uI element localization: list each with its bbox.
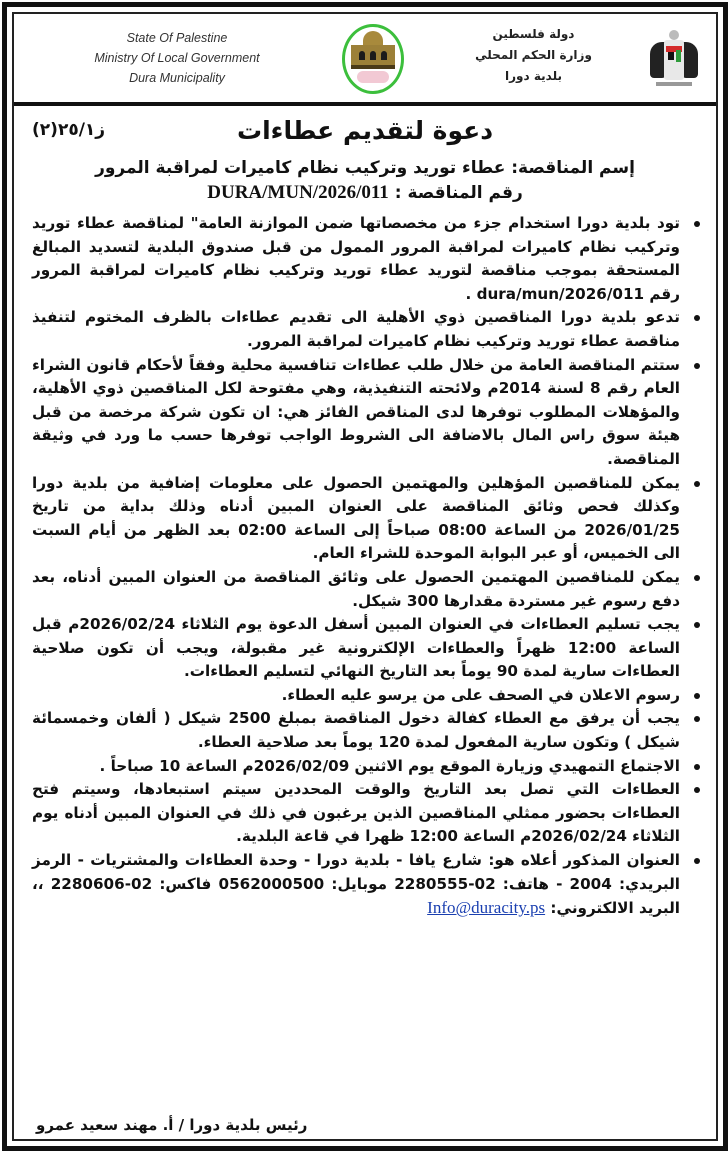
list-item: يجب تسليم العطاءات في العنوان المبين أسفل الدعوة يوم الثلاثاء 2026/02/24م قبل الساعة 12:00 ظهراً والعطاءات الإلكترونية غير مقبولة، ويجب أن تكون صلاحية العطاءات سارية لمدة 90 يوماً بعد التاريخ النهائي لتسليم العطاءات. bbox=[32, 613, 702, 684]
list-item: يمكن للمناقصين المهتمين الحصول على وثائق المناقصة من العنوان المبين أدناه، بعد دفع رسوم غير مستردة مقدارها 300 شيكل. bbox=[32, 566, 702, 613]
bullet-icon bbox=[694, 858, 700, 864]
address-item bbox=[32, 849, 702, 921]
list-item: ستتم المناقصة العامة من خلال طلب عطاءات تنافسية محلية وفقاً لأحكام قانون الشراء العام رقم 8 لسنة 2014م ولائحته التنفيذية، وهي مفتوحة لكل المناقصين ذوي الأهلية، والمؤهلات المطلوب توفرها لدى المناقص الفائز هي: ان تكون شركة مرخصة من قبل هيئة سوق راس المال بالاضافة الى الشروط الواجب توفرها حسب ما ورد في وثيقة المناقصة. bbox=[32, 354, 702, 472]
list-item: يجب أن يرفق مع العطاء كفالة دخول المناقصة بمبلغ 2500 شيكل ( ألفان وخمسمائة شيكل ) وتكون سارية المفعول لمدة 120 يوماً بعد صلاحية العطاء. bbox=[32, 707, 702, 754]
dura-municipality-logo-icon bbox=[342, 24, 404, 94]
email-link[interactable]: Info@duracity.ps bbox=[427, 898, 546, 918]
english-line-municipality: Dura Municipality bbox=[129, 71, 225, 85]
tender-name: إسم المناقصة: عطاء توريد وتركيب نظام كاميرات لمراقبة المرور bbox=[95, 158, 635, 178]
bullet-icon bbox=[694, 575, 700, 581]
bullet-icon bbox=[694, 787, 700, 793]
document-inner-frame bbox=[12, 12, 718, 1141]
list-item: تدعو بلدية دورا المناقصين ذوي الأهلية الى تقديم عطاءات بالظرف المختوم لتنفيذ مناقصة عطاء توريد وتركيب نظام كاميرات لمراقبة المرور. bbox=[32, 306, 702, 353]
page-title: دعوة لتقديم عطاءات bbox=[236, 116, 494, 145]
bullet-icon bbox=[694, 481, 700, 487]
reference-code: ز٢٥/١(٢) bbox=[32, 120, 106, 140]
english-line-state: State Of Palestine bbox=[126, 31, 228, 45]
document-outer-frame bbox=[2, 2, 728, 1151]
english-line-ministry: Ministry Of Local Government bbox=[94, 51, 260, 65]
bullet-icon bbox=[694, 221, 700, 227]
terms-list bbox=[14, 212, 716, 921]
arabic-line-state: دولة فلسطين bbox=[492, 27, 575, 41]
list-item: تود بلدية دورا استخدام جزء من مخصصاتها ضمن الموازنة العامة" لمناقصة عطاء توريد وتركيب نظام كاميرات لمراقبة المرور الممول من قبل صندوق البلدية لتسديد المبالغ المستحقة بموجب مناقصة لتوريد عطاء توريد وتركيب نظام كاميرات لمراقبة المرور رقم dura/mun/2026/011 . bbox=[32, 212, 702, 306]
bullet-icon bbox=[694, 622, 700, 628]
bullet-icon bbox=[694, 693, 700, 699]
list-item: رسوم الاعلان في الصحف على من يرسو عليه العطاء. bbox=[32, 684, 702, 708]
letterhead-english bbox=[42, 28, 312, 88]
bullet-icon bbox=[694, 363, 700, 369]
letterhead-arabic bbox=[446, 24, 621, 87]
tender-number bbox=[14, 180, 716, 206]
document-body bbox=[14, 106, 716, 1139]
bullet-icon bbox=[694, 764, 700, 770]
address-text: العنوان المذكور أعلاه هو: شارع يافا - بلدية دورا - وحدة العطاءات والمشتريات - الرمز البريدي: 2004 - هاتف: 02-2280555 موبايل: 0562000500 فاكس: 02-2280606 ،، البريد الالكتروني: bbox=[32, 851, 681, 918]
bullet-icon bbox=[694, 315, 700, 321]
signature: رئيس بلدية دورا / أ. مهند سعيد عمرو bbox=[36, 1116, 308, 1134]
palestine-eagle-emblem-icon bbox=[646, 26, 702, 90]
tender-number-value: DURA/MUN/2026/011 bbox=[207, 182, 389, 203]
tender-number-label: رقم المناقصة : bbox=[394, 183, 523, 203]
list-item: الاجتماع التمهيدي وزيارة الموقع يوم الاثنين 2026/02/09م الساعة 10 صباحاً . bbox=[32, 755, 702, 779]
letterhead bbox=[14, 14, 716, 106]
arabic-line-ministry: وزارة الحكم المحلي bbox=[475, 48, 592, 62]
arabic-line-municipality: بلدية دورا bbox=[505, 69, 562, 83]
list-item: يمكن للمناقصين المؤهلين والمهتمين الحصول على معلومات إضافية من بلدية دورا وكذلك فحص وثائق المناقصة على العنوان المبين أدناه وذلك بداية من تاريخ 2026/01/25 من الساعة 08:00 صباحاً إلى الساعة 02:00 بعد الظهر من أيام السبت الى الخميس، أو عبر البوابة الموحدة للشراء العام. bbox=[32, 472, 702, 566]
list-item: العطاءات التي تصل بعد التاريخ والوقت المحددين سيتم استبعادها، وسيتم فتح العطاءات بحضور ممثلي المناقصين الذين يرغبون في ذلك في العنوان المبين أدناه يوم الثلاثاء 2026/02/24م الساعة 12:00 ظهرا في قاعة البلدية. bbox=[32, 778, 702, 849]
bullet-icon bbox=[694, 716, 700, 722]
